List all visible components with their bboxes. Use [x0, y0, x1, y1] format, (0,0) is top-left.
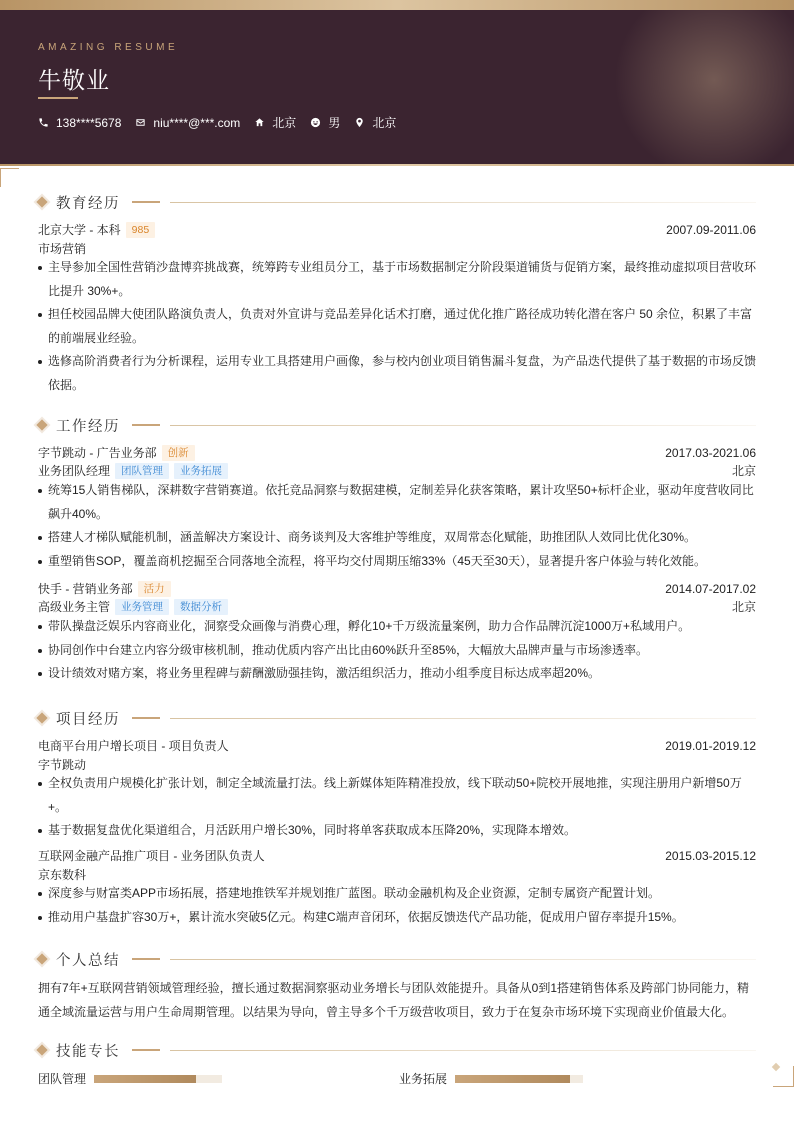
list-item: 选修高阶消费者行为分析课程，运用专业工具搭建用户画像，参与校内创业项目销售漏斗复盘，为产品迭代提供了基于数据的市场反馈依据。	[38, 350, 756, 397]
skill-level-fill	[455, 1075, 570, 1083]
skill-name: 业务拓展	[399, 1072, 448, 1086]
section-title-accent	[132, 958, 160, 960]
work-entry-header	[38, 581, 756, 597]
summary-text: 拥有7年+互联网营销领域管理经验，擅长通过数据洞察驱动业务增长与团队效能提升。具备从0到1搭建销售体系及跨部门协同能力，精通全域流量运营与用户生命周期管理。以结果为导向，曾主导多个千万级营收项目，致力于在复杂市场环境下实现商业价值最大化。	[38, 981, 750, 1019]
resume-header	[0, 10, 794, 166]
email-text: niu****@***.com	[153, 115, 241, 130]
contact-email	[135, 116, 240, 130]
list-item: 基于数据复盘优化渠道组合，月活跃用户增长30%，同时将单客获取成本压降20%，实现降本增效。	[38, 819, 756, 843]
work-role-row	[38, 463, 756, 479]
diamond-icon	[36, 953, 47, 964]
contact-info	[38, 114, 410, 131]
header-tagline: AMAZING RESUME	[38, 42, 179, 53]
project-org: 京东数科	[38, 868, 87, 882]
work-city: 北京	[731, 600, 756, 614]
section-title-accent	[132, 424, 160, 426]
section-title-work	[36, 415, 756, 435]
skill-level-bar	[455, 1075, 583, 1083]
corner-ornament-top-left	[0, 168, 19, 187]
role-tag: 数据分析	[174, 599, 228, 615]
section-title-skills	[36, 1040, 756, 1060]
diamond-icon	[36, 712, 47, 723]
project-title: 电商平台用户增长项目 - 项目负责人	[38, 739, 229, 753]
work-city: 北京	[731, 464, 756, 478]
location-pin-icon	[354, 117, 365, 128]
project-entry-header	[38, 738, 756, 754]
contact-home	[254, 114, 296, 131]
list-item: 深度参与财富类APP市场拓展，搭建地推铁军并规划推广蓝图。联动金融机构及企业资源，定制专属资产配置计划。	[38, 882, 756, 906]
skill-name: 团队管理	[38, 1072, 87, 1086]
contact-gender	[310, 114, 340, 131]
mail-icon	[135, 117, 146, 128]
project-entry-header	[38, 848, 756, 864]
section-title-text: 个人总结	[56, 952, 120, 969]
project-bullets	[38, 772, 756, 843]
contact-phone	[38, 116, 121, 130]
smiley-icon	[310, 117, 321, 128]
company-tag: 活力	[138, 581, 171, 597]
list-item: 担任校园品牌大使团队路演负责人，负责对外宣讲与竞品差异化话术打磨，通过优化推广路径成功转化潜在客户 50 余位，积累了丰富的前端展业经验。	[38, 303, 756, 350]
list-item: 主导参加全国性营销沙盘博弈挑战赛，统筹跨专业组员分工，基于市场数据制定分阶段渠道铺货与促销方案，最终推动虚拟项目营收环比提升 30%+。	[38, 256, 756, 303]
diamond-icon	[36, 196, 47, 207]
section-title-projects	[36, 708, 756, 728]
project-title: 互联网金融产品推广项目 - 业务团队负责人	[38, 849, 265, 863]
top-accent-bar	[0, 0, 794, 10]
diamond-icon	[36, 1044, 47, 1055]
gender-text: 男	[328, 116, 341, 130]
work-entry-header	[38, 445, 756, 461]
school-degree: 北京大学 - 本科	[38, 223, 121, 237]
section-title-accent	[132, 717, 160, 719]
section-title-text: 项目经历	[56, 711, 120, 728]
skill-item	[38, 1070, 222, 1087]
work-role: 业务团队经理	[38, 464, 111, 478]
phone-text: 138****5678	[56, 115, 122, 130]
work-role: 高级业务主管	[38, 600, 111, 614]
section-title-accent	[132, 201, 160, 203]
list-item: 协同创作中台建立内容分级审核机制，推动优质内容产出比由60%跃升至85%，大幅放大品牌声量与市场渗透率。	[38, 639, 756, 663]
candidate-name: 牛敬业	[38, 67, 110, 93]
home-icon	[254, 117, 265, 128]
skill-level-bar	[94, 1075, 222, 1083]
list-item: 推动用户基盘扩容30万+，累计流水突破5亿元。构建C端声音闭环，依据反馈迭代产品功能，促成用户留存率提升15%。	[38, 906, 756, 930]
company-department: 字节跳动 - 广告业务部	[38, 446, 157, 460]
section-title-text: 技能专长	[56, 1043, 120, 1060]
education-bullets	[38, 256, 756, 397]
list-item: 全权负责用户规模化扩张计划，制定全域流量打法。线上新媒体矩阵精准投放，线下联动50+院校开展地推，实现注册用户新增50万+。	[38, 772, 756, 819]
section-title-text: 工作经历	[56, 418, 120, 435]
section-title-education	[36, 192, 756, 212]
education-dates: 2007.09-2011.06	[666, 223, 756, 237]
corner-ornament-bottom-right	[773, 1066, 794, 1087]
education-entry-header	[38, 222, 756, 238]
section-title-summary	[36, 949, 756, 969]
work-bullets	[38, 615, 756, 686]
section-title-divider	[170, 1050, 756, 1051]
section-title-divider	[170, 202, 756, 203]
header-glow	[614, 10, 794, 166]
company-tag: 创新	[162, 445, 195, 461]
list-item: 统筹15人销售梯队，深耕数字营销赛道。依托竞品洞察与数据建模，定制差异化获客策略，累计攻坚50+标杆企业，驱动年度营收同比飙升40%。	[38, 479, 756, 526]
school-tag: 985	[126, 222, 156, 238]
project-bullets	[38, 882, 756, 929]
phone-icon	[38, 117, 49, 128]
skill-item	[399, 1070, 583, 1087]
list-item: 设计绩效对赌方案，将业务里程碑与薪酬激励强挂钩，激活组织活力，推动小组季度目标达成率超20%。	[38, 662, 756, 686]
role-tag: 业务管理	[115, 599, 169, 615]
section-title-accent	[132, 1049, 160, 1051]
work-bullets	[38, 479, 756, 573]
skill-level-fill	[94, 1075, 196, 1083]
header-bottom-line	[0, 164, 794, 166]
work-dates: 2014.07-2017.02	[665, 582, 756, 596]
contact-location	[354, 114, 396, 131]
list-item: 搭建人才梯队赋能机制，涵盖解决方案设计、商务谈判及大客维护等维度，双周常态化赋能，助推团队人效同比优化30%。	[38, 526, 756, 550]
section-title-divider	[170, 718, 756, 719]
diamond-icon	[36, 419, 47, 430]
education-major: 市场营销	[38, 242, 87, 256]
home-text: 北京	[272, 116, 297, 130]
work-dates: 2017.03-2021.06	[665, 446, 756, 460]
list-item: 带队操盘泛娱乐内容商业化，洞察受众画像与消费心理，孵化10+千万级流量案例，助力合作品牌沉淀1000万+私域用户。	[38, 615, 756, 639]
company-department: 快手 - 营销业务部	[38, 582, 133, 596]
name-underline	[38, 97, 78, 99]
section-title-divider	[170, 425, 756, 426]
section-title-divider	[170, 959, 756, 960]
project-dates: 2019.01-2019.12	[665, 739, 756, 753]
role-tag: 团队管理	[115, 463, 169, 479]
project-org: 字节跳动	[38, 758, 87, 772]
location-text: 北京	[372, 116, 397, 130]
work-role-row	[38, 599, 756, 615]
list-item: 重塑销售SOP，覆盖商机挖掘至合同落地全流程，将平均交付周期压缩33%（45天至30天），显著提升客户体验与转化效能。	[38, 550, 756, 574]
section-title-text: 教育经历	[56, 195, 120, 212]
project-dates: 2015.03-2015.12	[665, 849, 756, 863]
role-tag: 业务拓展	[174, 463, 228, 479]
